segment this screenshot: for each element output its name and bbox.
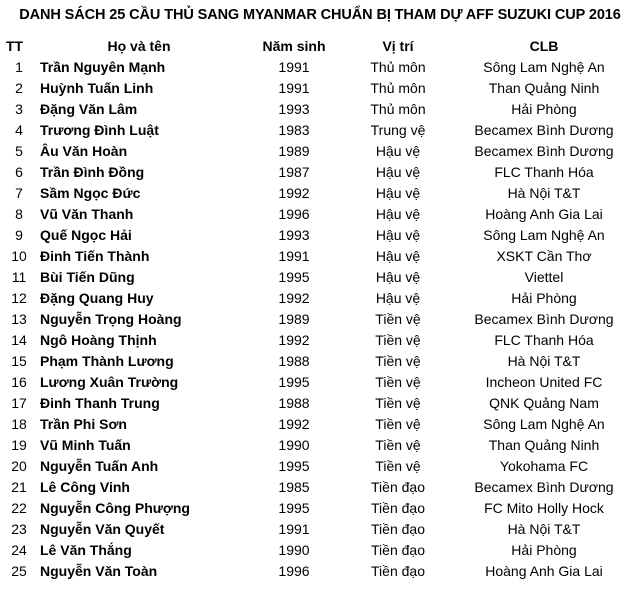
cell-club: Than Quảng Ninh xyxy=(488,80,600,96)
cell-name: Bùi Tiến Dũng xyxy=(40,269,135,285)
cell-year: 1995 xyxy=(278,458,310,474)
cell-position: Tiền đạo xyxy=(371,542,425,558)
cell-club: XSKT Cần Thơ xyxy=(496,248,592,264)
cell-tt: 23 xyxy=(11,521,27,537)
cell-club: Becamex Bình Dương xyxy=(474,122,614,138)
cell-name: Lương Xuân Trường xyxy=(40,374,179,390)
cell-position: Tiền đạo xyxy=(371,500,425,516)
cell-tt: 9 xyxy=(15,227,23,243)
cell-club: Becamex Bình Dương xyxy=(474,143,614,159)
cell-position: Tiền vệ xyxy=(375,416,421,432)
cell-club: Becamex Bình Dương xyxy=(474,479,614,495)
table-row xyxy=(4,183,636,204)
cell-name: Đặng Văn Lâm xyxy=(40,101,138,117)
table-row xyxy=(4,99,636,120)
cell-year: 1988 xyxy=(278,395,310,411)
cell-name: Âu Văn Hoàn xyxy=(40,143,128,159)
cell-tt: 21 xyxy=(11,479,27,495)
cell-position: Tiền vệ xyxy=(375,332,421,348)
players-table xyxy=(4,35,636,582)
cell-tt: 1 xyxy=(15,59,23,75)
cell-club: QNK Quảng Nam xyxy=(489,395,599,411)
cell-position: Hậu vệ xyxy=(375,185,421,201)
cell-year: 1992 xyxy=(278,332,310,348)
cell-year: 1983 xyxy=(278,122,310,138)
cell-position: Hậu vệ xyxy=(375,206,421,222)
cell-tt: 8 xyxy=(15,206,23,222)
cell-club: Sông Lam Nghệ An xyxy=(483,227,605,243)
cell-position: Thủ môn xyxy=(370,101,426,117)
cell-tt: 13 xyxy=(11,311,27,327)
cell-year: 1995 xyxy=(278,500,310,516)
cell-year: 1991 xyxy=(278,521,310,537)
table-row xyxy=(4,288,636,309)
cell-name: Trần Nguyên Mạnh xyxy=(40,59,166,75)
cell-tt: 10 xyxy=(11,248,27,264)
cell-year: 1996 xyxy=(278,206,310,222)
table-row xyxy=(4,372,636,393)
table-row xyxy=(4,57,636,78)
cell-name: Đinh Tiến Thành xyxy=(40,248,150,264)
cell-position: Tiền đạo xyxy=(371,563,425,579)
table-row xyxy=(4,204,636,225)
cell-year: 1992 xyxy=(278,185,310,201)
cell-name: Phạm Thành Lương xyxy=(40,353,174,369)
table-row xyxy=(4,393,636,414)
cell-club: Becamex Bình Dương xyxy=(474,311,614,327)
cell-name: Đinh Thanh Trung xyxy=(40,395,160,411)
cell-position: Tiền vệ xyxy=(375,374,421,390)
table-row xyxy=(4,519,636,540)
cell-tt: 18 xyxy=(11,416,27,432)
cell-year: 1993 xyxy=(278,101,310,117)
cell-club: Sông Lam Nghệ An xyxy=(483,416,605,432)
cell-position: Tiền đạo xyxy=(371,479,425,495)
header-position: Vị trí xyxy=(382,38,414,54)
cell-year: 1990 xyxy=(278,542,310,558)
header-year: Năm sinh xyxy=(262,38,326,54)
cell-position: Tiền đạo xyxy=(371,521,425,537)
table-row xyxy=(4,330,636,351)
header-name: Họ và tên xyxy=(107,38,171,54)
cell-name: Trương Đình Luật xyxy=(40,122,159,138)
cell-tt: 3 xyxy=(15,101,23,117)
table-row xyxy=(4,162,636,183)
cell-name: Nguyễn Văn Toàn xyxy=(40,563,158,579)
cell-tt: 4 xyxy=(15,122,23,138)
cell-club: Hải Phòng xyxy=(511,290,577,306)
cell-name: Nguyễn Tuấn Anh xyxy=(40,458,159,474)
cell-year: 1991 xyxy=(278,248,310,264)
cell-year: 1996 xyxy=(278,563,310,579)
cell-club: Viettel xyxy=(524,269,564,285)
cell-year: 1995 xyxy=(278,374,310,390)
cell-club: FLC Thanh Hóa xyxy=(494,164,594,180)
cell-name: Vũ Minh Tuấn xyxy=(40,437,131,453)
cell-position: Tiền vệ xyxy=(375,437,421,453)
cell-club: Hoàng Anh Gia Lai xyxy=(485,206,603,222)
cell-position: Hậu vệ xyxy=(375,248,421,264)
cell-name: Nguyễn Công Phượng xyxy=(40,500,190,516)
cell-position: Hậu vệ xyxy=(375,227,421,243)
cell-tt: 22 xyxy=(11,500,27,516)
cell-year: 1993 xyxy=(278,227,310,243)
cell-name: Ngô Hoàng Thịnh xyxy=(40,332,157,348)
cell-club: Incheon United FC xyxy=(485,374,603,390)
cell-club: Sông Lam Nghệ An xyxy=(483,59,605,75)
cell-tt: 25 xyxy=(11,563,27,579)
cell-tt: 15 xyxy=(11,353,27,369)
cell-position: Hậu vệ xyxy=(375,164,421,180)
cell-name: Trần Đình Đồng xyxy=(40,164,145,180)
cell-club: Yokohama FC xyxy=(499,458,589,474)
cell-position: Thủ môn xyxy=(370,59,426,75)
table-row xyxy=(4,498,636,519)
cell-position: Thủ môn xyxy=(370,80,426,96)
cell-year: 1991 xyxy=(278,80,310,96)
cell-year: 1991 xyxy=(278,59,310,75)
table-row xyxy=(4,456,636,477)
table-row xyxy=(4,477,636,498)
table-row xyxy=(4,540,636,561)
cell-club: FLC Thanh Hóa xyxy=(494,332,594,348)
cell-year: 1987 xyxy=(278,164,310,180)
cell-name: Vũ Văn Thanh xyxy=(40,206,134,222)
table-row xyxy=(4,120,636,141)
cell-name: Quế Ngọc Hải xyxy=(40,227,132,243)
cell-position: Hậu vệ xyxy=(375,143,421,159)
cell-club: Hà Nội T&T xyxy=(507,521,581,537)
cell-position: Tiền vệ xyxy=(375,311,421,327)
cell-name: Trần Phi Sơn xyxy=(40,416,127,432)
cell-tt: 5 xyxy=(15,143,23,159)
cell-year: 1989 xyxy=(278,143,310,159)
cell-tt: 20 xyxy=(11,458,27,474)
cell-position: Hậu vệ xyxy=(375,290,421,306)
cell-club: Hoàng Anh Gia Lai xyxy=(485,563,603,579)
cell-year: 1992 xyxy=(278,290,310,306)
cell-club: Hà Nội T&T xyxy=(507,185,581,201)
cell-name: Lê Công Vinh xyxy=(40,479,130,495)
table-row xyxy=(4,414,636,435)
cell-club: FC Mito Holly Hock xyxy=(484,500,604,516)
cell-club: Hà Nội T&T xyxy=(507,353,581,369)
cell-position: Tiền vệ xyxy=(375,353,421,369)
table-row xyxy=(4,435,636,456)
cell-name: Nguyễn Trọng Hoàng xyxy=(40,311,182,327)
cell-year: 1995 xyxy=(278,269,310,285)
cell-name: Huỳnh Tuấn Linh xyxy=(40,80,154,96)
cell-position: Tiền vệ xyxy=(375,395,421,411)
cell-tt: 7 xyxy=(15,185,23,201)
header-tt: TT xyxy=(6,38,24,54)
cell-tt: 24 xyxy=(11,542,27,558)
cell-club: Hải Phòng xyxy=(511,542,577,558)
cell-year: 1990 xyxy=(278,437,310,453)
cell-year: 1989 xyxy=(278,311,310,327)
cell-tt: 6 xyxy=(15,164,23,180)
table-row xyxy=(4,267,636,288)
cell-tt: 12 xyxy=(11,290,27,306)
cell-club: Than Quảng Ninh xyxy=(488,437,600,453)
table-row xyxy=(4,351,636,372)
table-row xyxy=(4,246,636,267)
cell-position: Hậu vệ xyxy=(375,269,421,285)
cell-position: Tiền vệ xyxy=(375,458,421,474)
table-row xyxy=(4,78,636,99)
cell-name: Đặng Quang Huy xyxy=(40,290,154,306)
cell-tt: 16 xyxy=(11,374,27,390)
table-row xyxy=(4,141,636,162)
table-row xyxy=(4,309,636,330)
cell-tt: 2 xyxy=(15,80,23,96)
cell-year: 1988 xyxy=(278,353,310,369)
cell-year: 1985 xyxy=(278,479,310,495)
header-club: CLB xyxy=(529,38,559,54)
table-header-row xyxy=(4,35,636,57)
cell-tt: 19 xyxy=(11,437,27,453)
cell-name: Nguyễn Văn Quyết xyxy=(40,521,165,537)
table-row xyxy=(4,561,636,582)
table-row xyxy=(4,225,636,246)
cell-name: Lê Văn Thắng xyxy=(40,542,132,558)
cell-position: Trung vệ xyxy=(370,122,426,138)
cell-tt: 11 xyxy=(11,269,27,285)
player-rows xyxy=(4,57,636,582)
document-title: DANH SÁCH 25 CẦU THỦ SANG MYANMAR CHUẨN BỊ THAM DỰ AFF SUZUKI CUP 2016 xyxy=(19,7,621,23)
cell-tt: 17 xyxy=(11,395,27,411)
cell-name: Sầm Ngọc Đức xyxy=(40,185,141,201)
cell-year: 1992 xyxy=(278,416,310,432)
cell-club: Hải Phòng xyxy=(511,101,577,117)
cell-tt: 14 xyxy=(11,332,27,348)
